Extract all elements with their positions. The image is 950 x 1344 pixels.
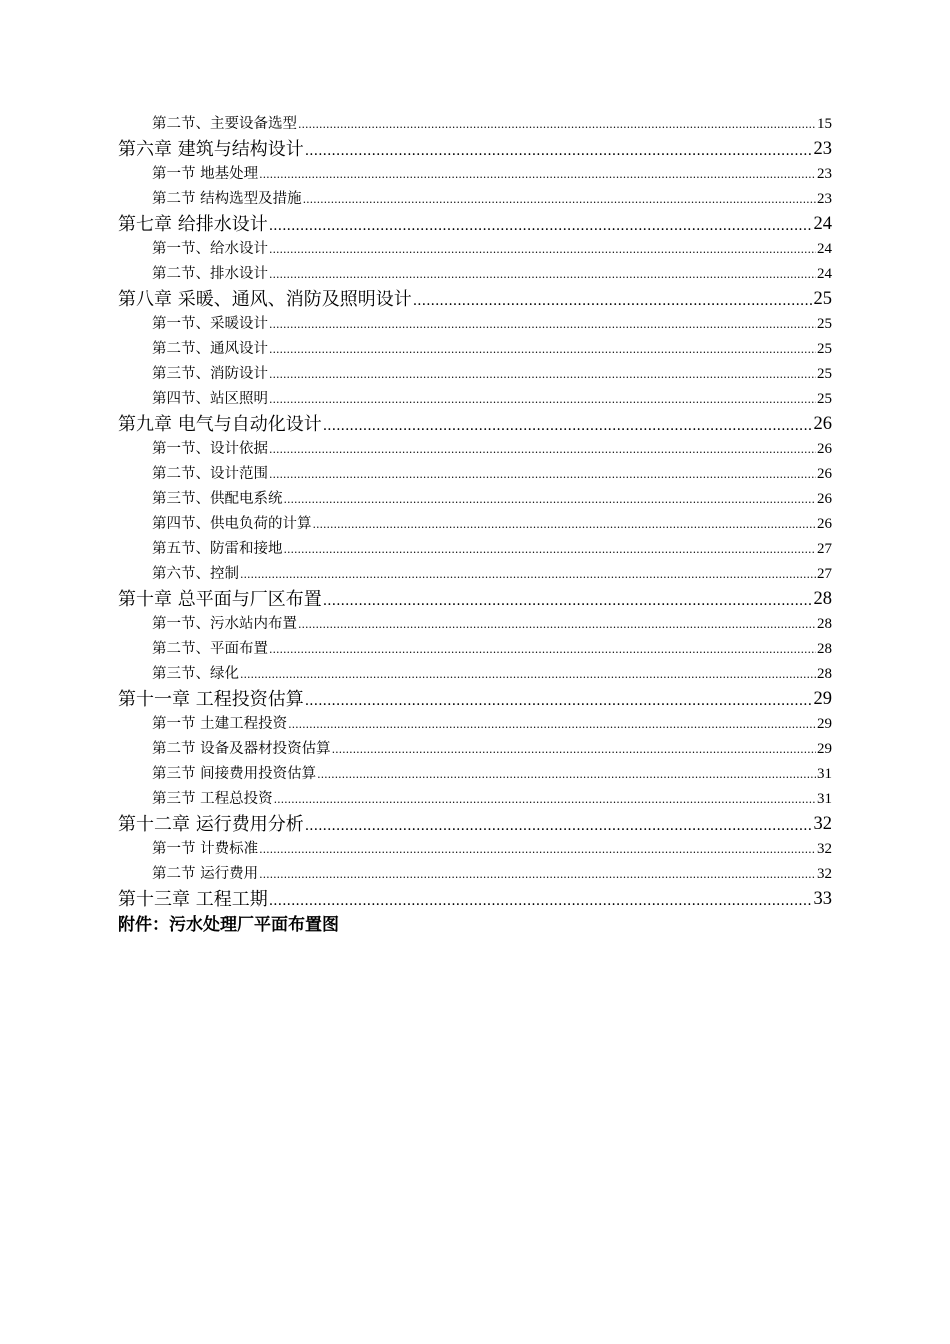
toc-page-number: 26 bbox=[817, 516, 832, 532]
toc-entry-title: 第四节、供电负荷的计算 bbox=[152, 516, 312, 533]
appendix-line: 附件：污水处理厂平面布置图 bbox=[118, 915, 339, 935]
toc-chapter-entry[interactable] bbox=[118, 212, 832, 237]
toc-page-number: 28 bbox=[813, 589, 832, 610]
dot-leader bbox=[269, 216, 813, 234]
toc-section-entry[interactable] bbox=[118, 662, 832, 687]
toc-page-number: 32 bbox=[817, 866, 832, 882]
toc-entry-title: 第五节、防雷和接地 bbox=[152, 541, 283, 558]
toc-page-number: 23 bbox=[817, 166, 832, 182]
toc-entry-title: 第十三章 工程工期 bbox=[118, 888, 268, 910]
toc-page-number: 25 bbox=[817, 341, 832, 357]
toc-page-number: 25 bbox=[813, 289, 832, 310]
toc-section-entry[interactable] bbox=[118, 787, 832, 812]
toc-chapter-entry[interactable] bbox=[118, 412, 832, 437]
toc-chapter-entry[interactable] bbox=[118, 287, 832, 312]
toc-page-number: 23 bbox=[817, 191, 832, 207]
dot-leader bbox=[259, 842, 816, 857]
toc-page-number: 31 bbox=[817, 766, 832, 782]
dot-leader bbox=[269, 392, 816, 407]
toc-entry-title: 第三节 工程总投资 bbox=[152, 791, 273, 808]
toc-page-number: 29 bbox=[817, 716, 832, 732]
toc-entry-title: 第一节、设计依据 bbox=[152, 441, 268, 458]
toc-section-entry[interactable] bbox=[118, 437, 832, 462]
toc-chapter-entry[interactable] bbox=[118, 887, 832, 912]
toc-page-number: 24 bbox=[813, 214, 832, 235]
toc-entry-title: 第二节、通风设计 bbox=[152, 341, 268, 358]
dot-leader bbox=[317, 767, 816, 782]
toc-page-number: 23 bbox=[813, 139, 832, 160]
dot-leader bbox=[269, 442, 816, 457]
dot-leader bbox=[269, 642, 816, 657]
toc-page-number: 28 bbox=[817, 641, 832, 657]
dot-leader bbox=[332, 742, 816, 757]
dot-leader bbox=[269, 342, 816, 357]
dot-leader bbox=[298, 617, 816, 632]
toc-section-entry[interactable] bbox=[118, 387, 832, 412]
toc-section-entry[interactable] bbox=[118, 712, 832, 737]
toc-page-number: 24 bbox=[817, 241, 832, 257]
toc-entry-title: 第八章 采暖、通风、消防及照明设计 bbox=[118, 288, 412, 310]
toc-section-entry[interactable] bbox=[118, 462, 832, 487]
toc-section-entry[interactable] bbox=[118, 612, 832, 637]
toc-section-entry[interactable] bbox=[118, 512, 832, 537]
toc-page-number: 31 bbox=[817, 791, 832, 807]
toc-entry-title: 第二节、设计范围 bbox=[152, 466, 268, 483]
dot-leader bbox=[298, 117, 816, 132]
dot-leader bbox=[269, 317, 816, 332]
toc-section-entry[interactable] bbox=[118, 762, 832, 787]
dot-leader bbox=[305, 691, 813, 709]
toc-section-entry[interactable] bbox=[118, 562, 832, 587]
toc-page-number: 25 bbox=[817, 316, 832, 332]
toc-entry-title: 第三节 间接费用投资估算 bbox=[152, 766, 317, 783]
toc-section-entry[interactable] bbox=[118, 537, 832, 562]
toc-entry-title: 第三节、供配电系统 bbox=[152, 491, 283, 508]
dot-leader bbox=[269, 267, 816, 282]
dot-leader bbox=[240, 567, 816, 582]
toc-section-entry[interactable] bbox=[118, 862, 832, 887]
toc-entry-title: 第一节、采暖设计 bbox=[152, 316, 268, 333]
toc-entry-title: 第二节、平面布置 bbox=[152, 641, 268, 658]
toc-section-entry[interactable] bbox=[118, 737, 832, 762]
dot-leader bbox=[303, 192, 816, 207]
toc-section-entry[interactable] bbox=[118, 312, 832, 337]
toc-section-entry[interactable] bbox=[118, 187, 832, 212]
toc-chapter-entry[interactable] bbox=[118, 587, 832, 612]
toc-entry-title: 第二节、排水设计 bbox=[152, 266, 268, 283]
toc-section-entry[interactable] bbox=[118, 837, 832, 862]
toc-page-number: 15 bbox=[817, 116, 832, 132]
dot-leader bbox=[323, 591, 813, 609]
toc-page-number: 32 bbox=[817, 841, 832, 857]
toc-entry-title: 第十二章 运行费用分析 bbox=[118, 813, 304, 835]
toc-entry-title: 第二节、主要设备选型 bbox=[152, 116, 297, 133]
toc-entry-title: 第十一章 工程投资估算 bbox=[118, 688, 304, 710]
toc-entry-title: 第二节 结构选型及措施 bbox=[152, 191, 302, 208]
dot-leader bbox=[288, 717, 816, 732]
dot-leader bbox=[269, 242, 816, 257]
toc-entry-title: 第九章 电气与自动化设计 bbox=[118, 413, 322, 435]
dot-leader bbox=[240, 667, 816, 682]
dot-leader bbox=[269, 367, 816, 382]
dot-leader bbox=[269, 891, 813, 909]
toc-page-number: 32 bbox=[813, 814, 832, 835]
dot-leader bbox=[284, 492, 817, 507]
toc-entry-title: 第一节 地基处理 bbox=[152, 166, 259, 183]
toc-section-entry[interactable] bbox=[118, 262, 832, 287]
toc-entry-title: 第三节、绿化 bbox=[152, 666, 239, 683]
dot-leader bbox=[305, 816, 813, 834]
toc-section-entry[interactable] bbox=[118, 362, 832, 387]
toc-page-number: 26 bbox=[817, 491, 832, 507]
toc-entry-title: 第四节、站区照明 bbox=[152, 391, 268, 408]
toc-page-number: 26 bbox=[813, 414, 832, 435]
toc-section-entry[interactable] bbox=[118, 162, 832, 187]
toc-chapter-entry[interactable] bbox=[118, 812, 832, 837]
dot-leader bbox=[413, 291, 813, 309]
toc-entry-title: 第十章 总平面与厂区布置 bbox=[118, 588, 322, 610]
toc-page-number: 25 bbox=[817, 391, 832, 407]
toc-page-number: 28 bbox=[817, 666, 832, 682]
toc-entry-title: 第六节、控制 bbox=[152, 566, 239, 583]
toc-section-entry[interactable] bbox=[118, 487, 832, 512]
toc-entry-title: 第二节 运行费用 bbox=[152, 866, 259, 883]
toc-page-number: 26 bbox=[817, 441, 832, 457]
toc-section-entry[interactable] bbox=[118, 112, 832, 137]
toc-section-entry[interactable] bbox=[118, 337, 832, 362]
dot-leader bbox=[313, 517, 817, 532]
toc-page-number: 27 bbox=[817, 541, 832, 557]
toc-entry-title: 第一节 计费标准 bbox=[152, 841, 259, 858]
dot-leader bbox=[269, 467, 816, 482]
toc-chapter-entry[interactable] bbox=[118, 687, 832, 712]
toc-entry-title: 第一节、给水设计 bbox=[152, 241, 268, 258]
toc-entry-title: 第六章 建筑与结构设计 bbox=[118, 138, 304, 160]
toc-section-entry[interactable] bbox=[118, 237, 832, 262]
toc-entry-title: 第三节、消防设计 bbox=[152, 366, 268, 383]
toc-page-number: 29 bbox=[813, 689, 832, 710]
toc-page-number: 26 bbox=[817, 466, 832, 482]
dot-leader bbox=[305, 141, 813, 159]
toc-page-number: 25 bbox=[817, 366, 832, 382]
dot-leader bbox=[323, 416, 813, 434]
dot-leader bbox=[274, 792, 816, 807]
toc-entry-title: 第一节 土建工程投资 bbox=[152, 716, 288, 733]
toc-page-number: 33 bbox=[813, 889, 832, 910]
toc-chapter-entry[interactable] bbox=[118, 137, 832, 162]
toc-page-number: 29 bbox=[817, 741, 832, 757]
table-of-contents bbox=[118, 112, 832, 938]
dot-leader bbox=[284, 542, 817, 557]
toc-entry-title: 第七章 给排水设计 bbox=[118, 213, 268, 235]
dot-leader bbox=[259, 167, 816, 182]
toc-page-number: 27 bbox=[817, 566, 832, 582]
toc-page-number: 28 bbox=[817, 616, 832, 632]
toc-page-number: 24 bbox=[817, 266, 832, 282]
toc-entry-title: 第二节 设备及器材投资估算 bbox=[152, 741, 331, 758]
toc-section-entry[interactable] bbox=[118, 637, 832, 662]
toc-entry-title: 第一节、污水站内布置 bbox=[152, 616, 297, 633]
dot-leader bbox=[259, 867, 816, 882]
